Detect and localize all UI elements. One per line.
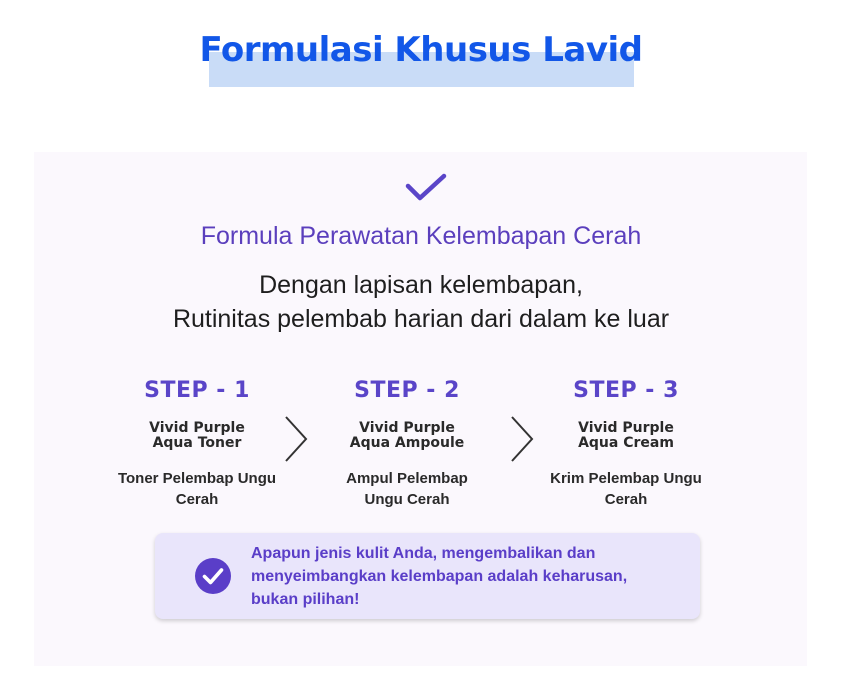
check-circle-icon [195,558,231,594]
step-label: STEP - 2 [354,378,460,403]
note-line-2: menyeimbangkan kelembapan adalah keharusan, [251,568,628,585]
chevron-right-icon [283,414,309,464]
step-desc-line-1: Krim Pelembap Ungu [550,470,702,487]
checkmark-icon [404,172,448,204]
note-line-3: bukan pilihan! [251,591,360,608]
step-2 [307,378,507,510]
note-text [251,542,681,611]
step-product-line-1: Vivid Purple [359,420,455,436]
step-desc-line-2: Ungu Cerah [364,491,450,508]
step-product-line-2: Aqua Toner [152,435,242,451]
step-desc-line-1: Ampul Pelembap [346,470,468,487]
lead-line-2: Rutinitas pelembab harian dari dalam ke luar [172,305,670,333]
step-product [526,421,726,451]
step-product-line-2: Aqua Cream [578,435,674,451]
step-product [307,421,507,451]
lead-line-1: Dengan lapisan kelembapan, [259,271,583,299]
step-product-line-1: Vivid Purple [578,420,674,436]
step-description [526,468,726,510]
step-description [97,468,297,510]
step-desc-line-2: Cerah [604,491,648,508]
step-description [307,468,507,510]
note-box [155,533,700,619]
note-line-1: Apapun jenis kulit Anda, mengembalikan dan [251,545,596,562]
section-subtitle: Formula Perawatan Kelembapan Cerah [200,222,642,250]
step-product-line-1: Vivid Purple [149,420,245,436]
step-label: STEP - 1 [144,378,250,403]
page-title: Formulasi Khusus Lavid [199,30,643,70]
step-label: STEP - 3 [573,378,679,403]
step-3 [526,378,726,510]
step-product-line-2: Aqua Ampoule [349,435,465,451]
step-desc-line-1: Toner Pelembap Ungu [117,470,277,487]
step-1 [97,378,297,510]
step-product [97,421,297,451]
step-desc-line-2: Cerah [175,491,219,508]
section-lead [0,268,842,336]
